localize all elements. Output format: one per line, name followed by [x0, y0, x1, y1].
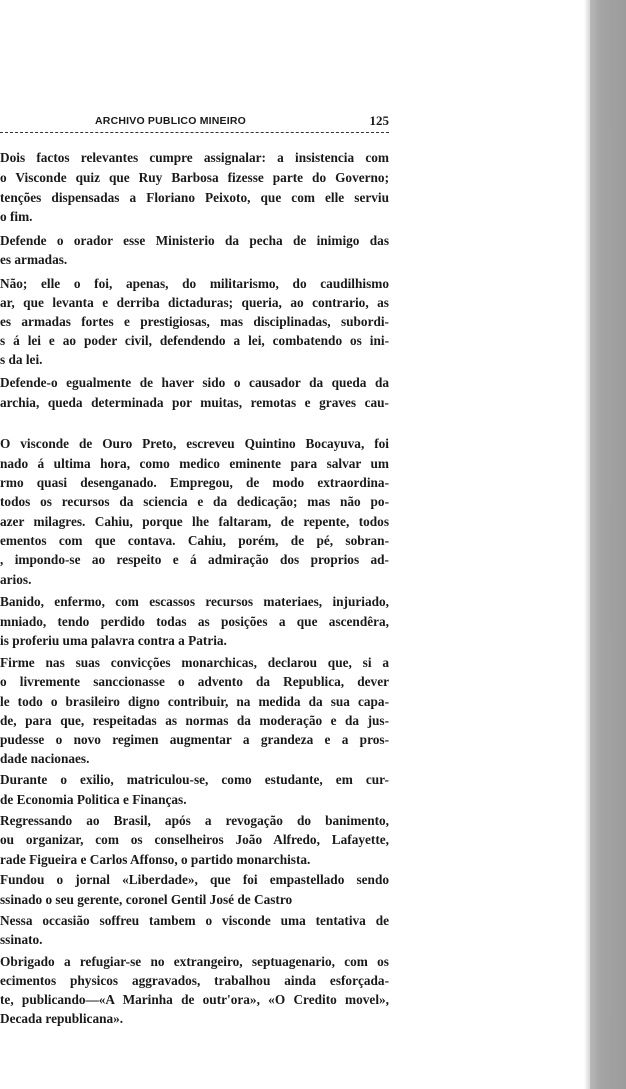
text-line: Regressando ao Brasil, após a revogação do banimento, [0, 813, 389, 828]
header-rule [0, 132, 389, 133]
text-line: Não; elle o foi, apenas, do militarismo, do caudilhismo [0, 276, 389, 291]
text-line: mniado, tendo perdido todas as posições a que ascendêra, [0, 614, 389, 629]
running-header [0, 113, 389, 133]
text-line: es armadas fortes e prestigiosas, mas disciplinadas, subordi- [0, 314, 389, 329]
text-line: Fundou o jornal «Liberdade», que foi empastellado sendo [0, 872, 389, 887]
text-line: le todo o brasileiro digno contribuir, na medida da sua capa- [0, 694, 389, 709]
text-line: arios. [0, 572, 32, 587]
text-line: ssinato. [0, 932, 43, 947]
header-title: ARCHIVO PUBLICO MINEIRO [95, 115, 247, 127]
text-line: Durante o exilio, matriculou-se, como estudante, em cur- [0, 772, 389, 787]
text-line: Banido, enfermo, com escassos recursos materiaes, injuriado, [0, 594, 389, 609]
text-line: Dois factos relevantes cumpre assignalar: a insistencia com [0, 150, 389, 165]
text-line: is proferiu uma palavra contra a Patria. [0, 633, 227, 648]
text-line: todos os recursos da sciencia e da dedicação; mas não po- [0, 494, 389, 509]
text-line: ou organizar, com os conselheiros João Alfredo, Lafayette, [0, 832, 389, 847]
text-line: rade Figueira e Carlos Affonso, o partido monarchista. [0, 852, 311, 867]
book-spine-edge [590, 0, 626, 1089]
text-line: Decada republicana». [0, 1011, 124, 1026]
text-line: Defende o orador esse Ministerio da pecha de inimigo das [0, 233, 389, 248]
text-line: s á lei e ao poder civil, defendendo a lei, combatendo os ini- [0, 333, 389, 348]
text-line: , impondo-se ao respeito e á admiração dos proprios ad- [0, 552, 389, 567]
text-line: ecimentos physicos aggravados, trabalhou ainda esforçada- [0, 973, 389, 988]
text-line: tenções dispensadas a Floriano Peixoto, que com elle serviu [0, 190, 389, 205]
page-number: 125 [369, 113, 389, 128]
text-line: ementos com que contava. Cahiu, porém, de pé, sobran- [0, 533, 389, 548]
text-line: rmo quasi desenganado. Empregou, de modo extraordina- [0, 475, 389, 490]
text-line: es armadas. [0, 252, 68, 267]
text-line: ssinado o seu gerente, coronel Gentil José de Castro [0, 892, 293, 907]
text-line: o Visconde quiz que Ruy Barbosa fizesse parte do Governo; [0, 170, 389, 185]
text-line: Obrigado a refugiar-se no extrangeiro, septuagenario, com os [0, 954, 389, 969]
text-line: o fim. [0, 209, 33, 224]
text-line: s da lei. [0, 352, 43, 367]
text-line: Firme nas suas convicções monarchicas, declarou que, si a [0, 655, 389, 670]
text-line: Nessa occasião soffreu tambem o visconde uma tentativa de [0, 913, 389, 928]
text-line: o livremente sanccionasse o advento da Republica, dever [0, 674, 389, 689]
text-line: pudesse o novo regimen augmentar a grandeza e a pros- [0, 732, 389, 747]
text-line: archia, queda determinada por muitas, remotas e graves cau- [0, 395, 389, 410]
text-line: azer milagres. Cahiu, porque lhe faltaram, de repente, todos [0, 514, 389, 529]
text-line: ar, que levanta e derriba dictaduras; queria, ao contrario, as [0, 295, 389, 310]
text-line: de Economia Politica e Finanças. [0, 792, 187, 807]
text-line: nado á ultima hora, como medico eminente para salvar um [0, 456, 389, 471]
text-line: Defende-o egualmente de haver sido o causador da queda da [0, 375, 389, 390]
text-line: de, para que, respeitadas as normas da moderação e da jus- [0, 713, 389, 728]
text-line: dade nacionaes. [0, 751, 90, 766]
text-line: O visconde de Ouro Preto, escreveu Quintino Bocayuva, foi [0, 436, 389, 451]
text-line: te, publicando—«A Marinha de outr'ora», «O Credito movel», [0, 992, 389, 1007]
